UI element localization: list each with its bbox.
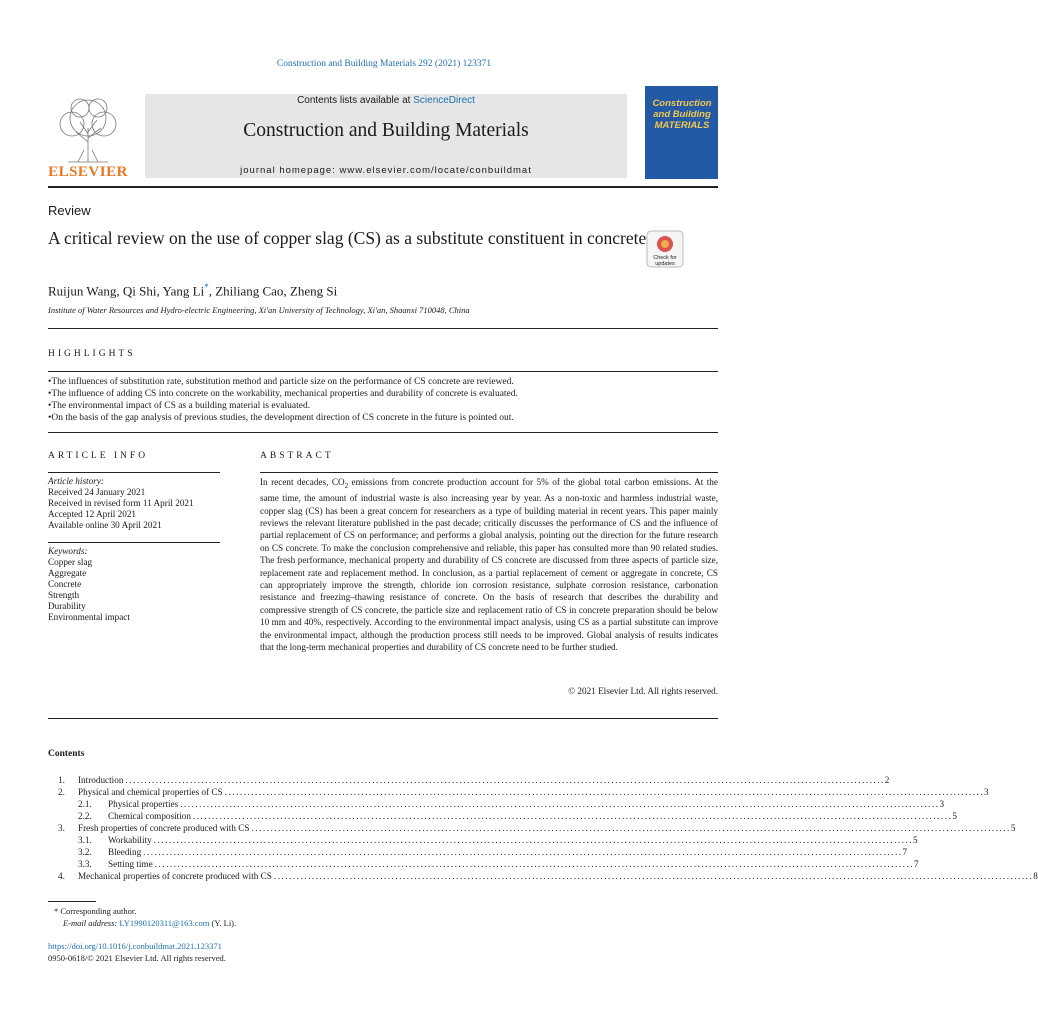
toc-entry[interactable] xyxy=(48,810,957,822)
toc-leader-dots: ........................................................................................................................................................................................................ xyxy=(251,823,1011,833)
toc-entry[interactable] xyxy=(48,858,919,870)
keywords-rule xyxy=(48,542,220,543)
keyword: Strength xyxy=(48,590,80,600)
toc-page-number[interactable]: 8 xyxy=(1033,871,1038,881)
history-online: Available online 30 April 2021 xyxy=(48,520,162,530)
abstract-text-part-2: emissions from concrete production account for 5% of the global total carbon emissions. At the same time, the amount of industrial waste is also increasing year by year. As a non-toxic and harmless industrial waste, copper slag (CS) has been a great concern for researchers as a type of building material in recent years. This paper mainly reviews the relevant literature published in the past decade; critically discusses the performance of CS and the influence of partial replacement of CS on performance; and performs a global analysis, pointing out the direction for the future research on CS concrete. To make the conclusion comprehensive and reliable, this paper has consulted more than 90 related studies. The fresh performance, mechanical property and durability of CS concrete are discussed from three aspects of particle size, replacement rate and replacement method. In conclusion, as a partial replacement of cement or aggregate in concrete, CS can appropriately improve the strength, chloride ion corrosion resistance, sulphate corrosion resistance, carbonation resistance and freezing–thawing resistance of concrete. On the basis of research that describes the durability and compressive strength of CS concrete, the particle size and replacement ratio of CS in concrete preparation should be below 10 mm and 40%, respectively. According to the environmental impact analysis, using CS as a partial substitute can improve the environmental impact, although the production process still needs to be improved. Global analysis of results indicates that the long-term mechanical properties and durability of CS concrete need to be further studied. xyxy=(260,477,718,653)
toc-leader-dots: ........................................................................................................................................................................................................ xyxy=(153,835,914,845)
footnote-text: Corresponding author. xyxy=(60,906,137,916)
highlight-item: •On the basis of the gap analysis of previous studies, the development direction of CS concrete in the future is pointed out. xyxy=(48,413,514,423)
contents-heading: Contents xyxy=(48,749,85,759)
toc-entry[interactable] xyxy=(48,774,890,786)
toc-page-number[interactable]: 7 xyxy=(902,847,908,857)
sciencedirect-link[interactable]: ScienceDirect xyxy=(413,95,475,106)
highlight-text: On the basis of the gap analysis of previous studies, the development direction of CS concrete in the future is pointed out. xyxy=(51,413,514,423)
corresponding-author-marker[interactable]: * xyxy=(204,282,209,292)
toc-number: 3.3. xyxy=(78,859,92,869)
toc-number: 3.1. xyxy=(78,835,92,845)
journal-homepage[interactable]: journal homepage: www.elsevier.com/locate/conbuildmat xyxy=(240,165,532,176)
elsevier-wordmark: ELSEVIER xyxy=(48,164,128,180)
keyword: Aggregate xyxy=(48,568,87,578)
toc-leader-dots: ........................................................................................................................................................................................................ xyxy=(143,847,903,857)
toc-leader-dots: ........................................................................................................................................................................................................ xyxy=(125,775,885,785)
history-received: Received 24 January 2021 xyxy=(48,487,146,497)
toc-entry[interactable] xyxy=(48,834,918,846)
check-for-updates-badge[interactable] xyxy=(646,230,684,268)
cover-title-line: MATERIALS xyxy=(654,120,710,131)
email-label: E-mail address: xyxy=(63,918,118,928)
keyword: Environmental impact xyxy=(48,612,130,622)
history-accepted: Accepted 12 April 2021 xyxy=(48,509,137,519)
journal-banner xyxy=(145,94,627,178)
toc-leader-dots: ........................................................................................................................................................................................................ xyxy=(224,787,985,797)
toc-entry[interactable] xyxy=(48,846,908,858)
contents-lists-text: Contents lists available at xyxy=(297,95,414,106)
corresponding-footnote xyxy=(54,906,136,916)
cover-title-line: Construction xyxy=(652,98,712,109)
highlight-text: The environmental impact of CS as a building material is evaluated. xyxy=(51,401,311,411)
doi-link[interactable]: https://doi.org/10.1016/j.conbuildmat.2021.123371 xyxy=(48,941,222,951)
highlights-heading: HIGHLIGHTS xyxy=(48,349,136,359)
authors-part-2: , Zhiliang Cao, Zheng Si xyxy=(208,283,338,299)
keyword: Copper slag xyxy=(48,557,93,567)
journal-name: Construction and Building Materials xyxy=(243,120,529,141)
abstract-subscript: 2 xyxy=(344,481,349,490)
toc-leader-dots: ........................................................................................................................................................................................................ xyxy=(273,871,1034,881)
article-title: A critical review on the use of copper slag (CS) as a substitute constituent in concrete xyxy=(48,228,647,248)
check-for-updates-label: Check for updates xyxy=(653,255,677,267)
toc-leader-dots: ........................................................................................................................................................................................................ xyxy=(154,859,915,869)
toc-label[interactable]: Setting time xyxy=(108,859,153,869)
highlight-text: The influences of substitution rate, substitution method and particle size on the performance of CS concrete are reviewed. xyxy=(51,377,514,387)
highlight-item: •The influences of substitution rate, substitution method and particle size on the performance of CS concrete are reviewed. xyxy=(48,377,514,387)
article-type: Review xyxy=(48,203,91,218)
abstract-heading: ABSTRACT xyxy=(260,451,334,461)
toc-entry[interactable] xyxy=(48,786,989,798)
email-link[interactable]: LY1990120311@163.com xyxy=(119,918,210,928)
toc-label[interactable]: Fresh properties of concrete produced with CS xyxy=(78,823,250,833)
history-revised: Received in revised form 11 April 2021 xyxy=(48,498,194,508)
abstract-text xyxy=(260,476,718,654)
toc-label[interactable]: Workability xyxy=(108,835,152,845)
email-footnote xyxy=(63,918,236,928)
toc-number: 4. xyxy=(58,871,65,881)
footnote-star: * xyxy=(54,906,59,916)
toc-page-number[interactable]: 7 xyxy=(914,859,919,869)
abstract-copyright: © 2021 Elsevier Ltd. All rights reserved. xyxy=(568,686,718,696)
journal-reference-link[interactable]: Construction and Building Materials 292 (2021) 123371 xyxy=(276,59,492,69)
journal-cover-image[interactable] xyxy=(645,86,718,179)
author-list xyxy=(48,282,337,299)
toc-page-number[interactable]: 3 xyxy=(939,799,945,809)
toc-number: 3. xyxy=(58,823,65,833)
toc-label[interactable]: Physical properties xyxy=(108,799,179,809)
header-divider xyxy=(48,186,718,188)
article-info-rule xyxy=(48,472,220,473)
abstract-rule xyxy=(260,472,718,473)
toc-page-number[interactable]: 3 xyxy=(984,787,989,797)
cover-title xyxy=(649,98,715,131)
toc-page-number[interactable]: 5 xyxy=(1010,823,1016,833)
highlight-item: •The influence of adding CS into concrete on the workability, mechanical properties and durability of concrete is evaluated. xyxy=(48,389,518,399)
contents-lists-line xyxy=(145,95,627,106)
highlights-top-rule xyxy=(48,371,718,372)
toc-label[interactable]: Mechanical properties of concrete produced with CS xyxy=(78,871,272,881)
toc-number: 2. xyxy=(58,787,65,797)
toc-page-number[interactable]: 5 xyxy=(952,811,957,821)
issn-copyright: 0950-0618/© 2021 Elsevier Ltd. All rights reserved. xyxy=(48,953,226,963)
email-suffix: (Y. Li). xyxy=(209,918,237,928)
article-history-label: Article history: xyxy=(48,476,104,486)
toc-label[interactable]: Chemical composition xyxy=(108,811,191,821)
abstract-text-part-1: In recent decades, CO xyxy=(260,477,345,487)
cover-title-line: and Building xyxy=(653,109,711,120)
toc-entry[interactable] xyxy=(48,798,945,810)
divider-before-highlights xyxy=(48,328,718,329)
article-info-heading: ARTICLE INFO xyxy=(48,451,149,461)
highlights-bottom-rule xyxy=(48,432,718,433)
keyword: Concrete xyxy=(48,579,82,589)
toc-number: 2.2. xyxy=(78,811,92,821)
affiliation: Institute of Water Resources and Hydro-electric Engineering, Xi'an University of Technology, Xi'an, Shaanxi 710048, China xyxy=(48,305,470,315)
toc-page-number[interactable]: 2 xyxy=(884,775,890,785)
toc-page-number[interactable]: 5 xyxy=(913,835,918,845)
keyword: Durability xyxy=(48,601,86,611)
toc-leader-dots: ........................................................................................................................................................................................................ xyxy=(192,811,953,821)
authors-part-1: Ruijun Wang, Qi Shi, Yang Li xyxy=(48,283,205,299)
toc-label[interactable]: Introduction xyxy=(78,775,124,785)
toc-leader-dots: ........................................................................................................................................................................................................ xyxy=(180,799,940,809)
toc-number: 1. xyxy=(58,775,65,785)
toc-entry[interactable] xyxy=(48,822,1016,834)
keywords-label: Keywords: xyxy=(48,546,88,556)
highlight-item: •The environmental impact of CS as a building material is evaluated. xyxy=(48,401,311,411)
toc-number: 3.2. xyxy=(78,847,92,857)
toc-label[interactable]: Bleeding xyxy=(108,847,142,857)
toc-number: 2.1. xyxy=(78,799,92,809)
highlight-text: The influence of adding CS into concrete on the workability, mechanical properties and durability of concrete is evaluated. xyxy=(51,389,518,399)
toc-label[interactable]: Physical and chemical properties of CS xyxy=(78,787,223,797)
footnote-rule xyxy=(48,901,96,902)
toc-entry[interactable] xyxy=(48,870,1038,882)
divider-before-contents xyxy=(48,718,718,719)
